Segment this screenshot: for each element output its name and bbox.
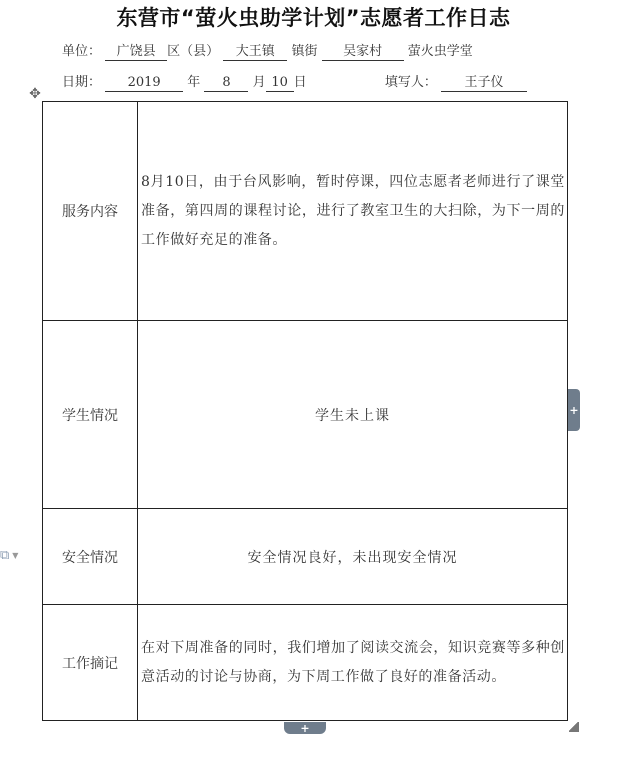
town-field[interactable]: 大王镇	[223, 44, 287, 61]
table-move-icon[interactable]: ✥	[29, 86, 41, 102]
row-label-service: 服务内容	[43, 102, 138, 321]
month-field[interactable]: 8	[204, 75, 248, 92]
unit-line	[62, 40, 473, 61]
chevron-down-icon: ▼	[12, 550, 19, 560]
unit-label: 单位：	[62, 44, 102, 59]
year-suffix: 年	[187, 75, 201, 90]
row-label-notes: 工作摘记	[43, 605, 138, 721]
students-content-text: 学生未上课	[315, 407, 390, 424]
table-row	[43, 605, 568, 721]
row-label-safety: 安全情况	[43, 509, 138, 605]
school-name: 萤火虫学堂	[407, 44, 473, 59]
county-field[interactable]: 广饶县	[105, 44, 167, 61]
row-content-notes[interactable]	[138, 605, 568, 721]
date-line	[62, 71, 527, 92]
table-row	[43, 509, 568, 605]
table-tool-icon: ⧉	[0, 547, 10, 563]
work-log-table	[42, 101, 568, 721]
village-field[interactable]: 吴家村	[322, 44, 404, 61]
safety-content-text: 安全情况良好，未出现安全情况	[247, 549, 458, 566]
plus-icon: +	[300, 721, 310, 735]
row-content-service[interactable]	[138, 102, 568, 321]
plus-icon: +	[569, 403, 579, 417]
day-field[interactable]: 10	[266, 75, 294, 92]
row-content-students[interactable]	[138, 321, 568, 509]
row-tools-button[interactable]	[0, 546, 30, 564]
month-suffix: 月	[252, 75, 266, 90]
table-row	[43, 321, 568, 509]
row-label-students: 学生情况	[43, 321, 138, 509]
day-suffix: 日	[293, 75, 307, 90]
row-content-safety[interactable]	[138, 509, 568, 605]
writer-label: 填写人：	[384, 75, 437, 90]
table-resize-handle[interactable]	[569, 722, 579, 732]
notes-content-text: 在对下周准备的同时，我们增加了阅读交流会，知识竞赛等多种创意活动的讨论与协商，为下周工作做了良好的准备活动。	[141, 639, 565, 685]
add-column-button[interactable]	[568, 389, 580, 431]
date-label: 日期：	[62, 75, 102, 90]
service-content-text: 8月10日，由于台风影响，暂时停课，四位志愿者老师进行了课堂准备，第四周的课程讨论，进行了教室卫生的大扫除，为下一周的工作做好充足的准备。	[141, 173, 565, 248]
table-row	[43, 102, 568, 321]
year-field[interactable]: 2019	[105, 75, 183, 92]
writer-field[interactable]: 王子仪	[441, 75, 527, 92]
document-title: 东营市“萤火虫助学计划”志愿者工作日志	[116, 6, 511, 30]
town-suffix: 镇街	[291, 44, 318, 59]
add-row-button[interactable]	[284, 722, 326, 734]
county-suffix: 区（县）	[167, 44, 220, 59]
